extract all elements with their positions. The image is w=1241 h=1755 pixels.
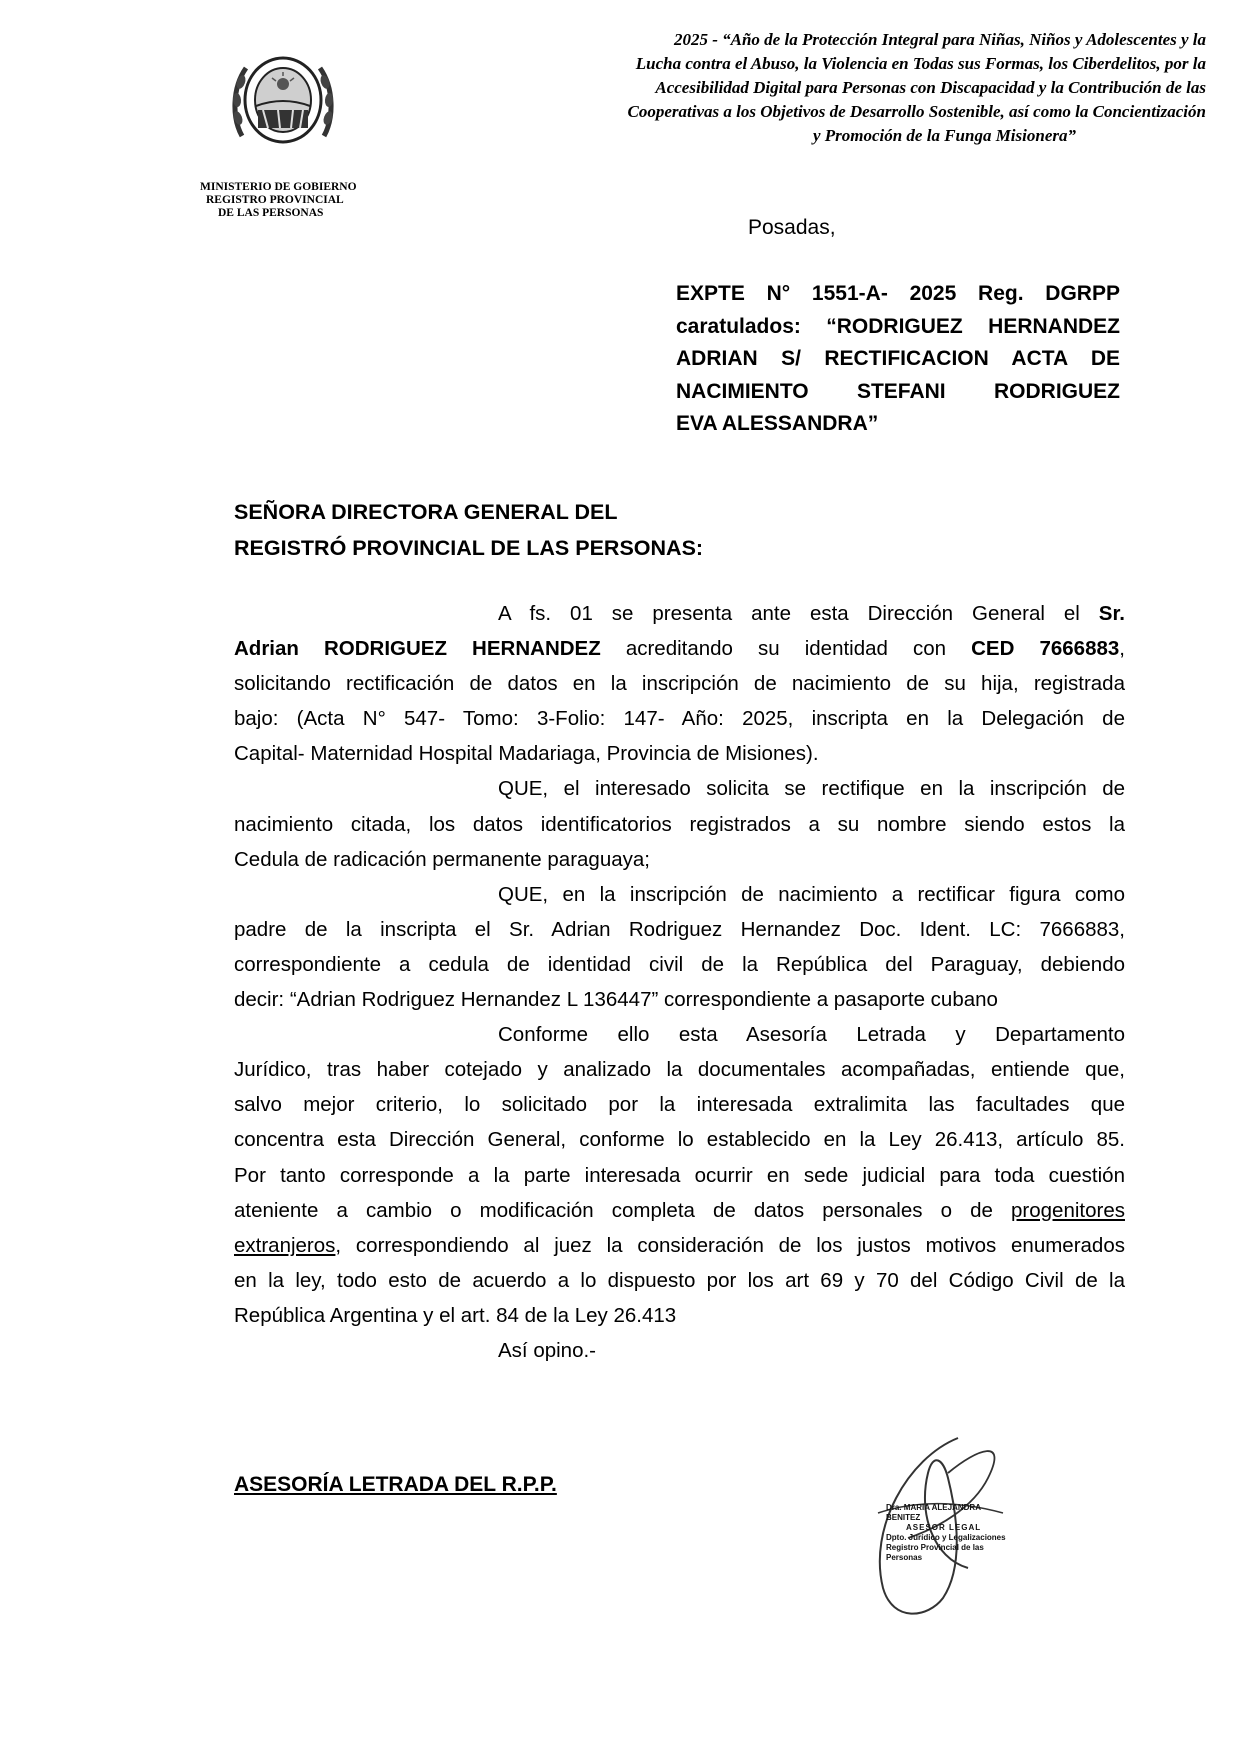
case-reference	[676, 278, 1120, 441]
place-date: Posadas,	[748, 216, 836, 239]
stamp-line: Dra. MARIA ALEJANDRA BENITEZ	[886, 1503, 981, 1522]
paragraph-line: decir: “Adrian Rodriguez Hernandez L 136447” correspondiente a pasaporte cubano	[234, 988, 998, 1012]
paragraph-line: padre de la inscripta el Sr. Adrian Rodriguez Hernandez Doc. Ident. LC: 7666883,	[234, 917, 1125, 941]
paragraph-line: Jurídico, tras haber cotejado y analizado la documentales acompañadas, entiende que,	[234, 1058, 1125, 1082]
paragraph-line: salvo mejor criterio, lo solicitado por la interesada extralimita las facultades que	[234, 1093, 1125, 1117]
text-run: ,	[1119, 637, 1125, 661]
case-reference-line: EVA ALESSANDRA”	[676, 412, 879, 435]
paragraph-line: solicitando rectificación de datos en la inscripción de nacimiento de su hija, registrada	[234, 672, 1125, 696]
motto-line: 2025 - “Año de la Protección Integral para Niñas, Niños y Adolescentes y la	[673, 30, 1206, 49]
paragraph-line: bajo: (Acta N° 547- Tomo: 3-Folio: 147- Año: 2025, inscripta en la Delegación de	[234, 707, 1125, 731]
paragraph-line: Por tanto corresponde a la parte interesada ocurrir en sede judicial para toda cuestión	[234, 1163, 1125, 1187]
text-run-bold: Sr.	[1098, 602, 1125, 625]
text-run: A fs. 01 se presenta ante esta Dirección General el	[498, 602, 1099, 625]
ministry-line: MINISTERIO DE GOBIERNO	[200, 181, 357, 193]
addressee-line: SEÑORA DIRECTORA GENERAL DEL	[234, 500, 618, 524]
stamp-line: Registro Provincial de las Personas	[886, 1543, 984, 1562]
paragraph-line: Capital- Maternidad Hospital Madariaga, Provincia de Misiones).	[234, 742, 819, 766]
paragraph-line: en la ley, todo esto de acuerdo a lo dispuesto por los art 69 y 70 del Código Civil de la	[234, 1268, 1125, 1292]
addressee	[234, 494, 703, 566]
opinion-body	[234, 596, 1125, 1368]
closing-line: Así opino.-	[498, 1338, 596, 1362]
applicant-id: CED 7666883	[971, 637, 1120, 661]
case-reference-line: ADRIAN S/ RECTIFICACION ACTA DE	[676, 347, 1120, 370]
paragraph-line: nacimiento citada, los datos identificatorios registrados a su nombre siendo estos la	[234, 812, 1125, 836]
ministry-name	[200, 181, 357, 220]
text-run: acreditando su identidad con	[600, 637, 972, 661]
paragraph-line	[234, 1193, 1125, 1228]
motto-line: Cooperativas a los Objetivos de Desarrollo Sostenible, así como la Concientización	[627, 102, 1206, 121]
underlined-text: extranjeros	[234, 1233, 336, 1257]
case-reference-line: NACIMIENTO STEFANI RODRIGUEZ	[676, 379, 1120, 403]
ministry-line: REGISTRO PROVINCIAL	[206, 194, 344, 206]
stamp-line: ASESOR LEGAL	[906, 1523, 982, 1532]
case-reference-line: caratulados: “RODRIGUEZ HERNANDEZ	[676, 314, 1120, 338]
official-stamp	[886, 1503, 1016, 1563]
paragraph-line	[234, 631, 1125, 666]
signatory-office: ASESORÍA LETRADA DEL R.P.P.	[234, 1473, 557, 1496]
provincial-seal-icon	[228, 48, 338, 148]
paragraph-line: QUE, en la inscripción de nacimiento a rectificar figura como	[498, 882, 1125, 906]
text-run: ateniente a cambio o modificación completa de datos personales o de	[234, 1198, 1012, 1222]
paragraph-line: correspondiente a cedula de identidad civil de la República del Paraguay, debiendo	[234, 952, 1125, 976]
year-motto	[500, 28, 1206, 148]
ministry-line: DE LAS PERSONAS	[218, 207, 324, 219]
stamp-line: Dpto. Jurídico y Legalizaciones	[886, 1533, 1006, 1542]
motto-line: Lucha contra el Abuso, la Violencia en Todas sus Formas, los Ciberdelitos, por la	[635, 54, 1206, 73]
paragraph-line: Cedula de radicación permanente paraguaya;	[234, 847, 650, 871]
paragraph-line: concentra esta Dirección General, conforme lo establecido en la Ley 26.413, artículo 85.	[234, 1128, 1125, 1152]
applicant-name: Adrian RODRIGUEZ HERNANDEZ	[234, 637, 601, 661]
text-run: , correspondiendo al juez la consideración de los justos motivos enumerados	[335, 1233, 1125, 1257]
paragraph-line	[234, 1228, 1125, 1263]
underlined-text: progenitores	[1011, 1198, 1125, 1222]
case-reference-line: EXPTE N° 1551-A- 2025 Reg. DGRPP	[676, 282, 1120, 305]
motto-line: y Promoción de la Funga Misionera”	[812, 126, 1076, 145]
motto-line: Accesibilidad Digital para Personas con Discapacidad y la Contribución de las	[655, 78, 1206, 97]
paragraph-line: QUE, el interesado solicita se rectifique en la inscripción de	[498, 777, 1125, 801]
addressee-line: REGISTRÓ PROVINCIAL DE LAS PERSONAS:	[234, 536, 704, 560]
paragraph-line: República Argentina y el art. 84 de la Ley 26.413	[234, 1303, 677, 1327]
paragraph-line: Conforme ello esta Asesoría Letrada y Departamento	[498, 1023, 1125, 1047]
paragraph-line	[234, 596, 1125, 631]
